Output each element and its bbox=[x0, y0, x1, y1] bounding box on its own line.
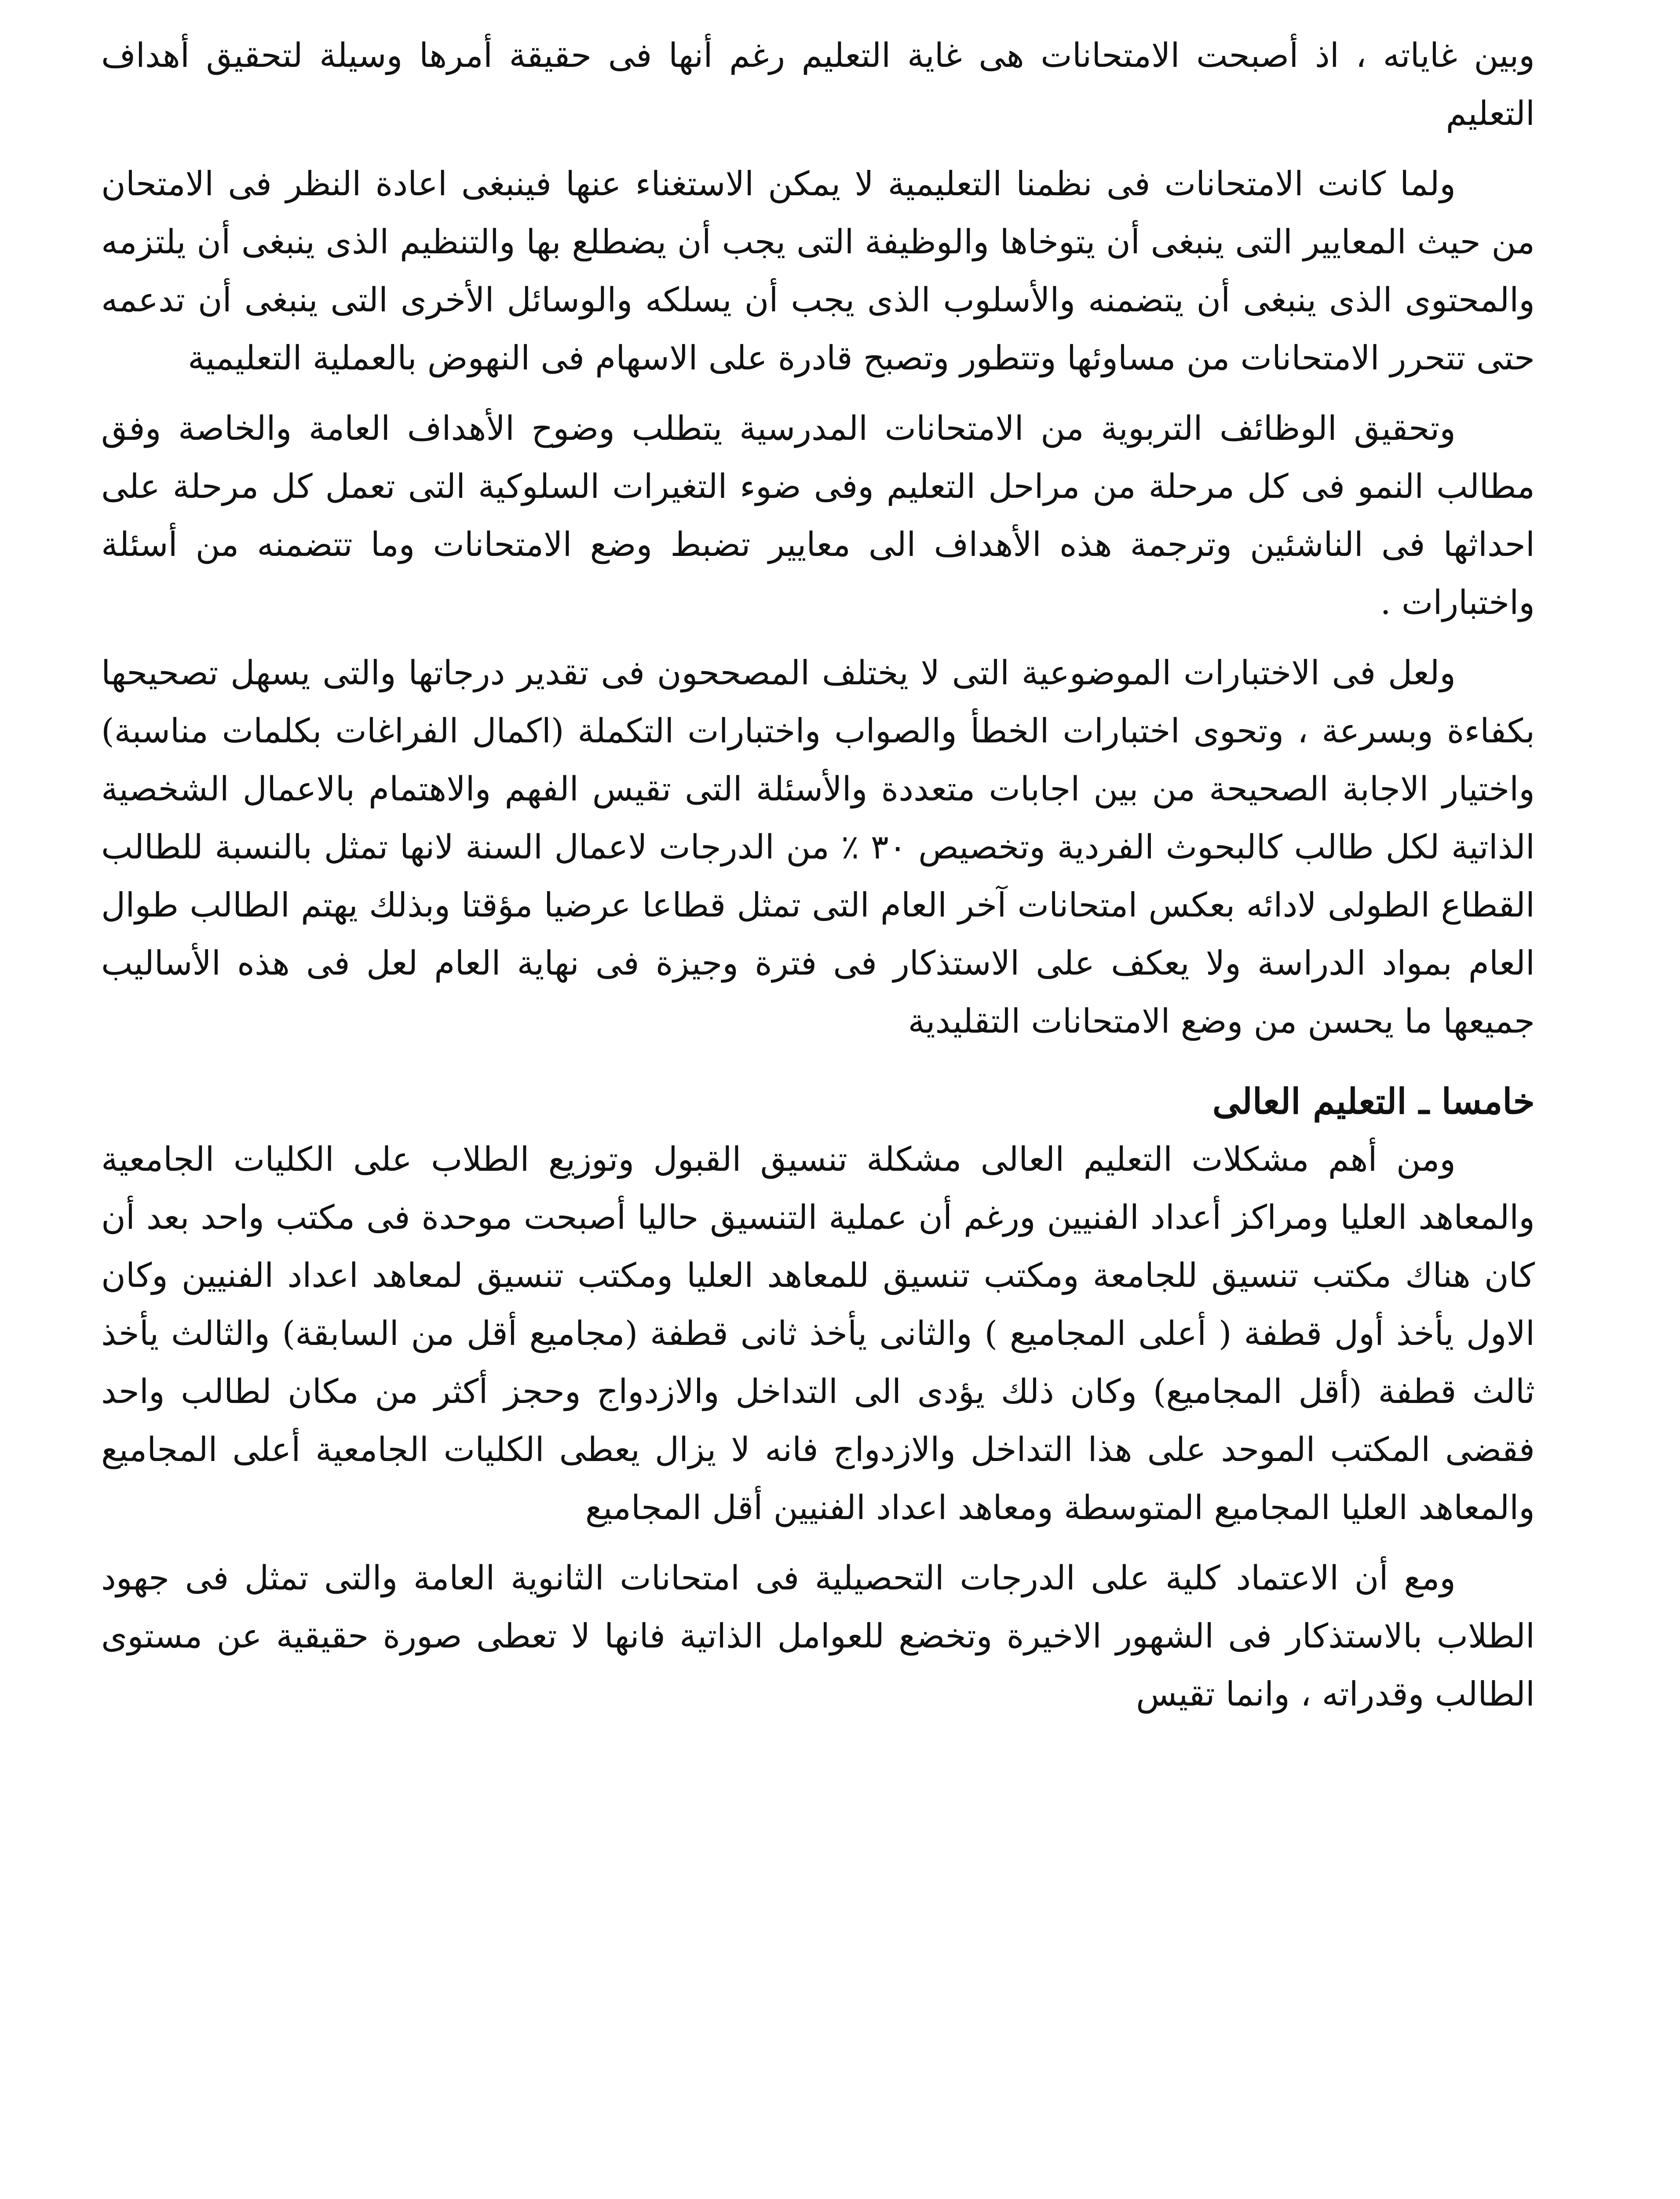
paragraph-1: وبين غاياته ، اذ أصبحت الامتحانات هى غاية التعليم رغم أنها فى حقيقة أمرها وسيلة لتحقيق أهداف التعليم bbox=[101, 36, 1535, 133]
section-heading: خامسا ـ التعليم العالى bbox=[1212, 1081, 1535, 1122]
paragraph-5: ومن أهم مشكلات التعليم العالى مشكلة تنسيق القبول وتوزيع الطلاب على الكليات الجامعية والمعاهد العليا ومراكز أعداد الفنيين ورغم أن عملية التنسيق حاليا أصبحت موحدة فى مكتب واحد بعد أن كان هناك مكتب تنسيق للجامعة ومكتب تنسيق للمعاهد العليا ومكتب تنسيق لمعاهد اعداد الفنيين وكان الاول يأخذ أول قطفة ( أعلى المجاميع ) والثانى يأخذ ثانى قطفة (مجاميع أقل من السابقة) والثالث يأخذ ثالث قطفة (أقل المجاميع) وكان ذلك يؤدى الى التداخل والازدواج وحجز أكثر من مكان لطالب واحد فقضى المكتب الموحد على هذا التداخل والازدواج فانه لا يزال يعطى الكليات الجامعية أعلى المجاميع والمعاهد العليا المجاميع المتوسطة ومعاهد اعداد الفنيين أقل المجاميع bbox=[101, 1140, 1535, 1527]
paragraph-3: وتحقيق الوظائف التربوية من الامتحانات المدرسية يتطلب وضوح الأهداف العامة والخاصة وفق مطالب النمو فى كل مرحلة من مراحل التعليم وفى ضوء التغيرات السلوكية التى تعمل كل مرحلة على احداثها فى الناشئين وترجمة هذه الأهداف الى معايير تضبط وضع الامتحانات وما تتضمنه من أسئلة واختبارات . bbox=[101, 409, 1535, 622]
document-page bbox=[101, 26, 1535, 2199]
paragraph-6: ومع أن الاعتماد كلية على الدرجات التحصيلية فى امتحانات الثانوية العامة والتى تمثل فى جهود الطلاب بالاستذكار فى الشهور الاخيرة وتخضع للعوامل الذاتية فانها لا تعطى صورة حقيقية عن مستوى الطالب وقدراته ، وانما تقيس bbox=[101, 1558, 1535, 1713]
paragraph-2: ولما كانت الامتحانات فى نظمنا التعليمية لا يمكن الاستغناء عنها فينبغى اعادة النظر فى الامتحان من حيث المعايير التى ينبغى أن يتوخاها والوظيفة التى يجب أن يضطلع بها والتنظيم الذى ينبغى أن يلتزمه والمحتوى الذى ينبغى أن يتضمنه والأسلوب الذى يجب أن يسلكه والوسائل الأخرى التى ينبغى أن تدعمه حتى تتحرر الامتحانات من مساوئها وتتطور وتصبح قادرة على الاسهام فى النهوض بالعملية التعليمية bbox=[101, 164, 1535, 377]
paragraph-4: ولعل فى الاختبارات الموضوعية التى لا يختلف المصححون فى تقدير درجاتها والتى يسهل تصحيحها بكفاءة وبسرعة ، وتحوى اختبارات الخطأ والصواب واختبارات التكملة (اكمال الفراغات بكلمات مناسبة) واختيار الاجابة الصحيحة من بين اجابات متعددة والأسئلة التى تقيس الفهم والاهتمام بالاعمال الشخصية الذاتية لكل طالب كالبحوث الفردية وتخصيص ٣٠ ٪ من الدرجات لاعمال السنة لانها تمثل بالنسبة للطالب القطاع الطولى لادائه بعكس امتحانات آخر العام التى تمثل قطاعا عرضيا مؤقتا وبذلك يهتم الطالب طوال العام بمواد الدراسة ولا يعكف على الاستذكار فى فترة وجيزة فى نهاية العام لعل فى هذه الأساليب جميعها ما يحسن من وضع الامتحانات التقليدية bbox=[101, 653, 1535, 1041]
